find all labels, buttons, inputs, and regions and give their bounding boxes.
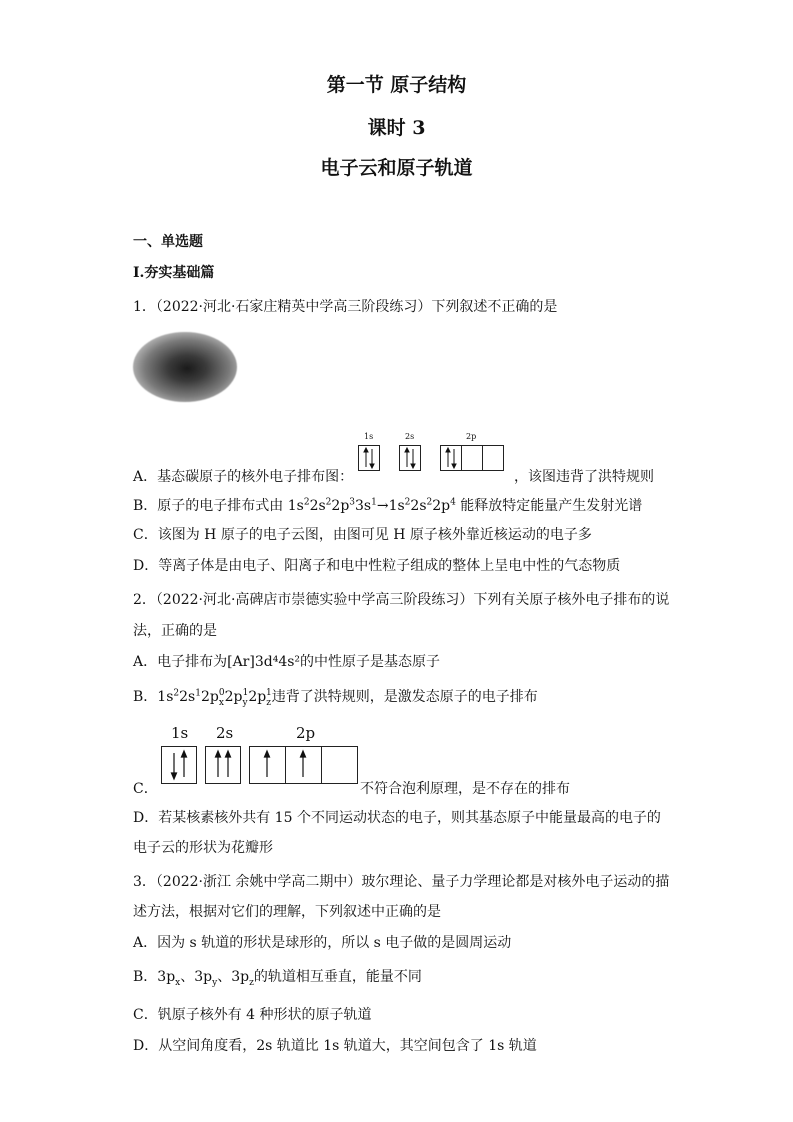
section-heading: 一、单选题	[133, 234, 203, 250]
q1-orbital-diagram	[352, 430, 512, 480]
q2-b-tail: 违背了洪特规则，是激发态原子的电子排布	[271, 689, 538, 705]
q1-option-b: B．原子的电子排布式由 $1s^22s^22p^33s^1\to 1s^22s^22p^4$ 能释放特定能量产生发射光谱	[133, 497, 643, 514]
q2-option-d-line2: 电子云的形状为花瓣形	[133, 840, 273, 856]
q2-stem-line1: 2．（2022·河北·高碑店市崇德实验中学高三阶段练习）下列有关原子核外电子排布的说	[133, 592, 670, 608]
q1-b-text-2: 能释放特定能量产生发射光谱	[460, 498, 643, 514]
q1-label-2p: 2p	[466, 432, 477, 441]
q3-stem-line2: 述方法，根据对它们的理解，下列叙述中正确的是	[133, 904, 441, 920]
q2-electron-arrows	[156, 722, 366, 788]
section-title: 第一节 原子结构	[326, 74, 467, 96]
q3-option-a: A．因为 s 轨道的形状是球形的，所以 s 电子做的是圆周运动	[133, 935, 512, 951]
q3-option-d: D．从空间角度看，2s 轨道比 1s 轨道大，其空间包含了 1s 轨道	[133, 1038, 537, 1054]
q2-label-1s: 1s	[171, 724, 189, 742]
sub-heading: Ⅰ.夯实基础篇	[133, 265, 215, 281]
q2-orbital-diagram	[156, 722, 366, 788]
q2-c-prefix: C．	[133, 781, 158, 797]
q2-option-b: B．$1s^22s^12p_x^02p_y^12p_z^1$违背了洪特规则，是激发态原子的电子排布	[133, 688, 538, 708]
q1-b-text-1: B．原子的电子排布式由 1s	[133, 498, 304, 514]
q1-stem: 1．（2022·河北·石家庄精英中学高三阶段练习）下列叙述不正确的是	[133, 299, 558, 315]
q3-option-b: B．$3p_x$、$3p_y$、$3p_z$的轨道相互垂直，能量不同	[133, 969, 422, 988]
q1-label-2s: 2s	[405, 432, 415, 441]
q1-option-d: D．等离子体是由电子、阳离子和电中性粒子组成的整体上呈电中性的气态物质	[133, 558, 621, 574]
electron-cloud-image	[133, 332, 237, 402]
q1-label-1s: 1s	[364, 432, 374, 441]
q1-a-prefix: A．基态碳原子的核外电子排布图：	[133, 469, 354, 485]
q1-electron-arrows	[352, 430, 512, 480]
q3-stem-line1: 3．（2022·浙江 余姚中学高二期中）玻尔理论、量子力学理论都是对核外电子运动的描	[133, 874, 670, 890]
q1-option-c: C．该图为 H 原子的电子云图，由图可见 H 原子核外靠近核运动的电子多	[133, 527, 592, 543]
page-subtitle: 电子云和原子轨道	[320, 157, 473, 179]
q2-label-2s: 2s	[216, 724, 234, 742]
lesson-number: 课时 3	[367, 117, 426, 139]
q2-stem-line2: 法，正确的是	[133, 623, 217, 639]
q1-a-suffix: ，该图违背了洪特规则	[514, 469, 654, 485]
q2-option-d-line1: D．若某核素核外共有 15 个不同运动状态的电子，则其基态原子中能量最高的电子的	[133, 810, 661, 826]
q3-option-c: C．钒原子核外有 4 种形状的原子轨道	[133, 1007, 372, 1023]
q2-c-suffix: 不符合泡利原理，是不存在的排布	[360, 781, 570, 797]
q2-option-a: A．电子排布为[Ar]3d⁴4s²的中性原子是基态原子	[133, 654, 441, 670]
q1-option-a	[133, 466, 353, 486]
q3-b-tail: 的轨道相互垂直，能量不同	[253, 969, 422, 985]
q2-label-2p: 2p	[296, 724, 316, 742]
